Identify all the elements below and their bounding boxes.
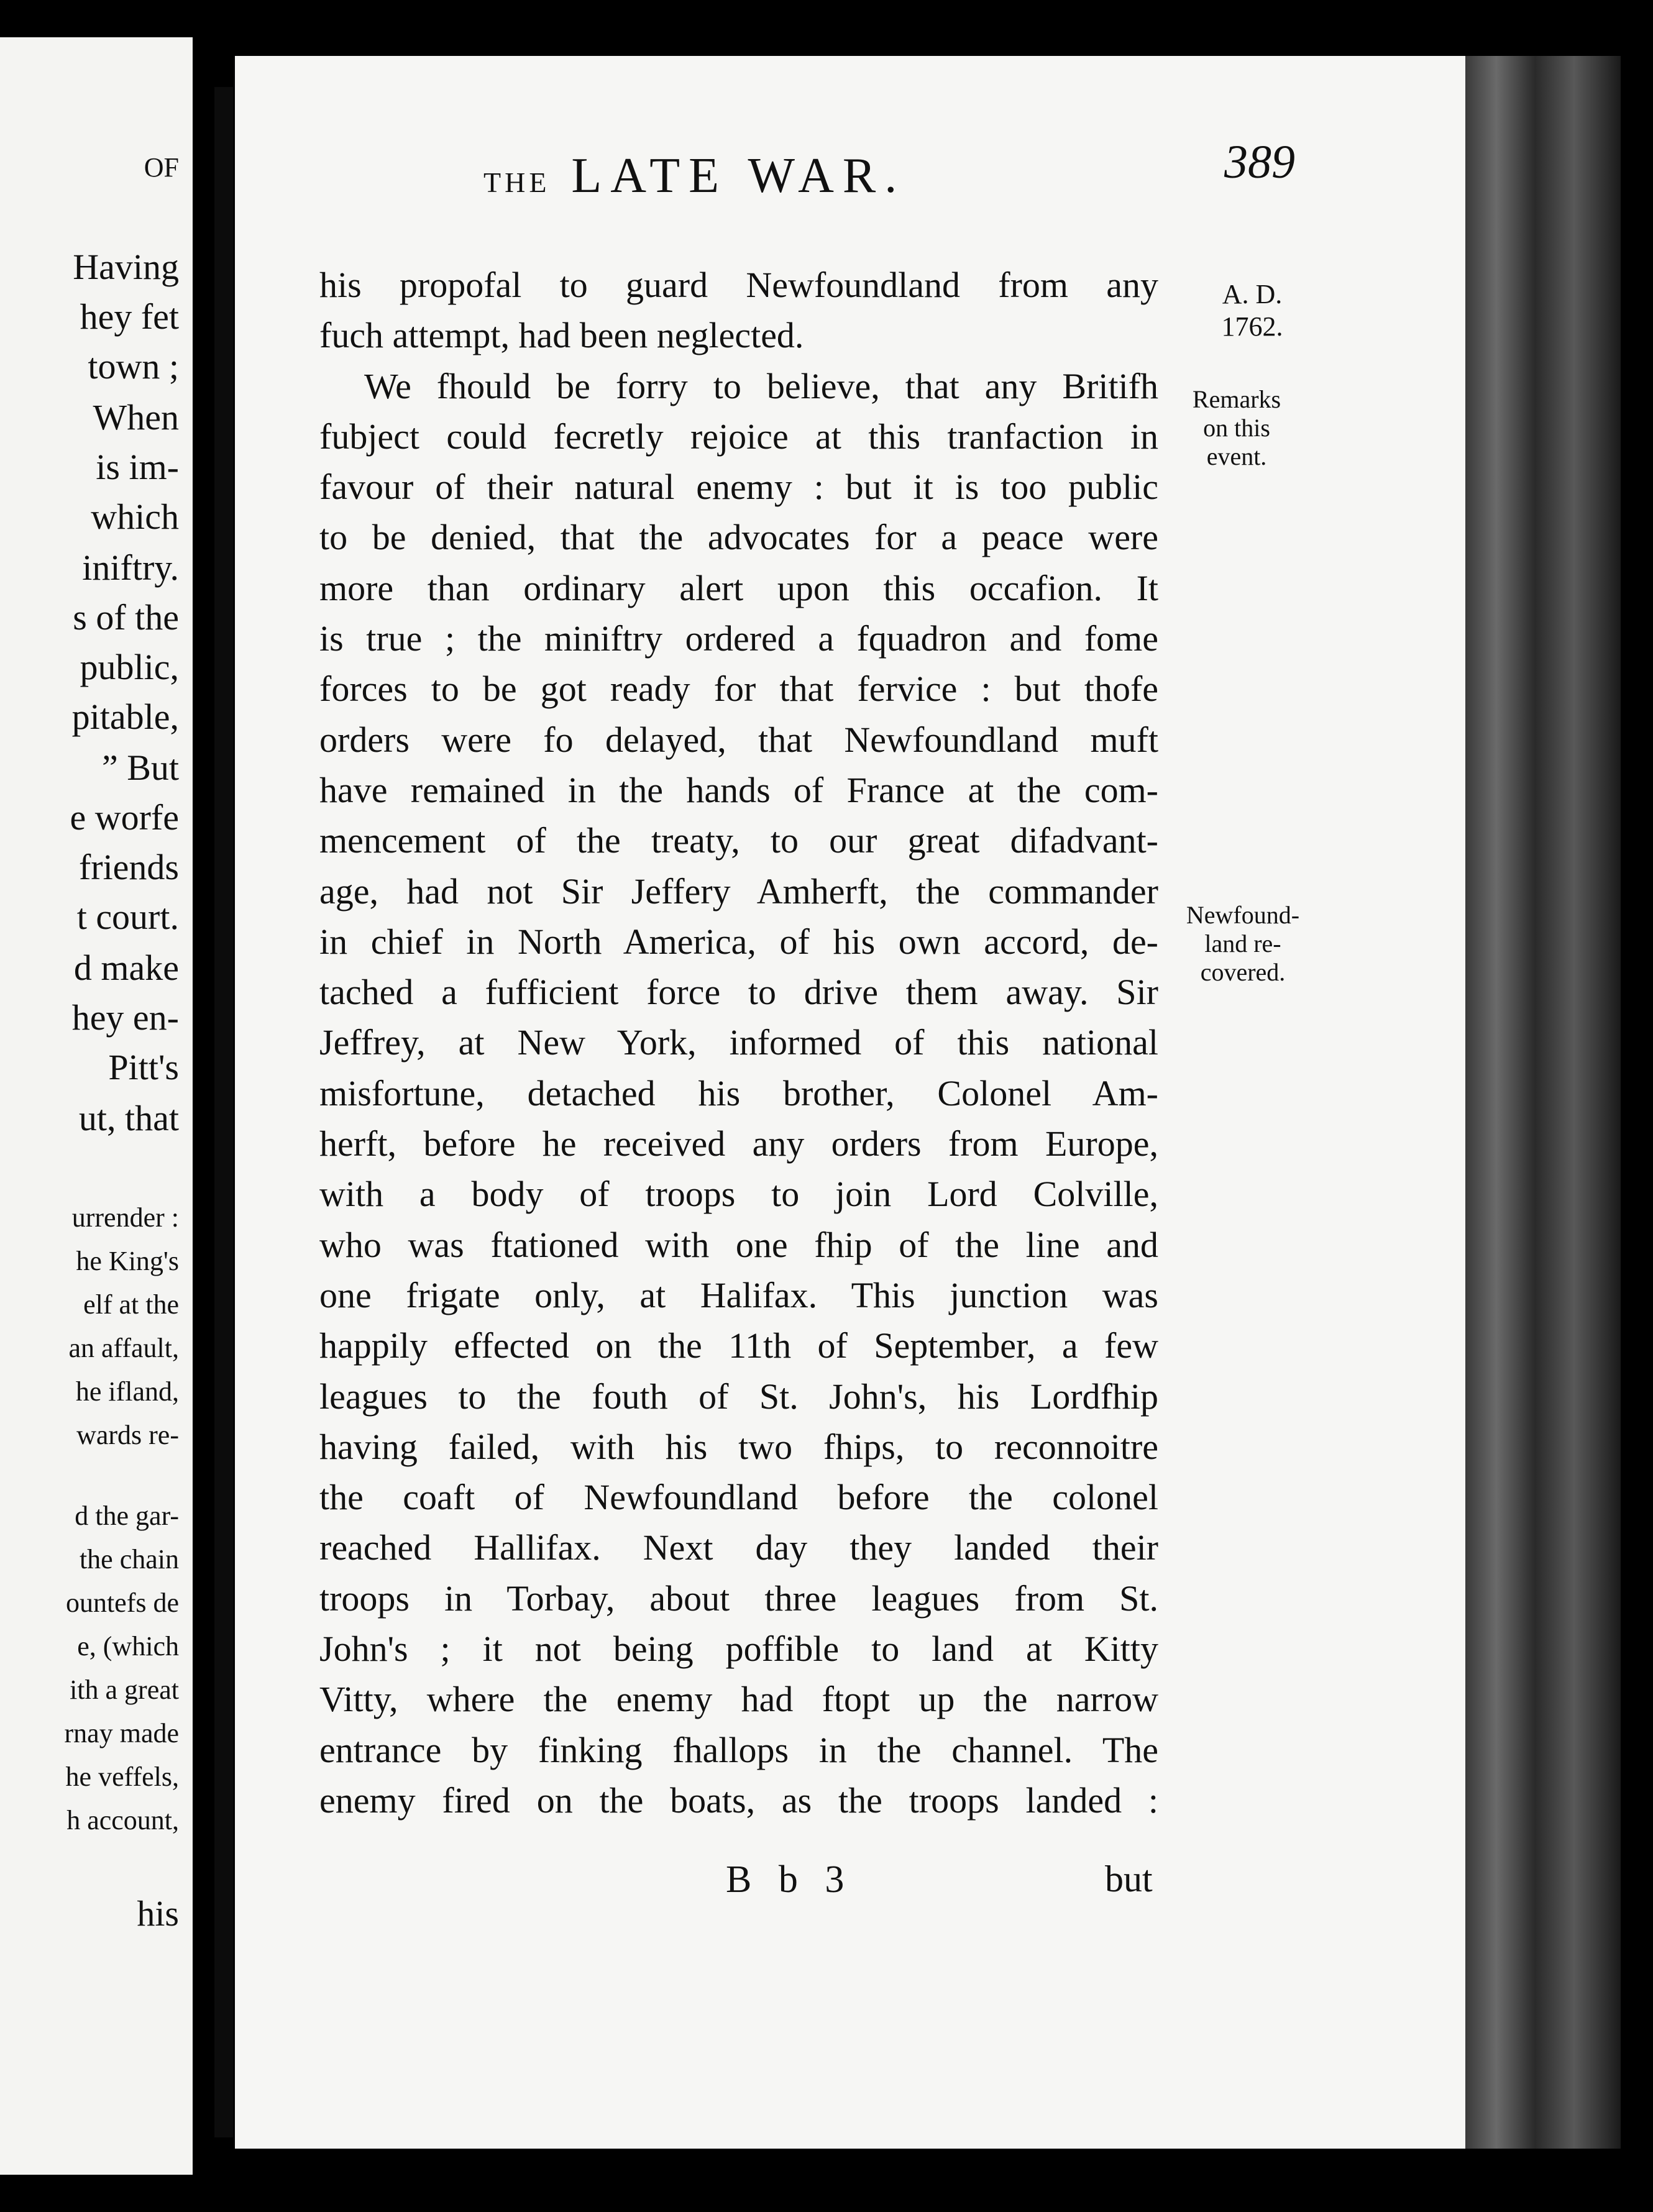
- text-line: his propofal to guard Newfoundland from any: [319, 265, 1158, 305]
- text-line: tached a fufficient force to drive them away. Sir: [319, 972, 1158, 1013]
- text-line: troops in Torbay, about three leagues from St.: [319, 1578, 1158, 1619]
- left-page-line: ountefs de: [65, 1588, 179, 1618]
- left-page-line: is im-: [96, 447, 179, 487]
- left-page-line: Having: [73, 247, 179, 287]
- left-page-line: rnay made: [64, 1718, 179, 1748]
- running-head: [483, 148, 1304, 204]
- text-line: mencement of the treaty, to our great difadvant-: [319, 820, 1158, 861]
- left-page-fragment: [0, 37, 193, 2175]
- page-edges: [1465, 56, 1621, 2149]
- left-page-line: OF: [144, 152, 179, 183]
- left-page-line: h account,: [66, 1805, 179, 1835]
- text-line: the coaft of Newfoundland before the colonel: [319, 1477, 1158, 1518]
- text-line: age, had not Sir Jeffery Amherft, the commander: [319, 871, 1158, 912]
- left-page-line: When: [93, 397, 179, 437]
- text-line: who was ftationed with one fhip of the line and: [319, 1224, 1158, 1265]
- left-page-line: elf at the: [83, 1289, 179, 1320]
- left-page-line: e worfe: [70, 797, 179, 838]
- text-line: We fhould be forry to believe, that any Britifh: [364, 365, 1158, 406]
- running-head-the: THE: [483, 167, 551, 198]
- left-page-line: his: [137, 1893, 179, 1934]
- text-line: one frigate only, at Halifax. This junction was: [319, 1274, 1158, 1315]
- left-page-line: the chain: [79, 1544, 179, 1574]
- text-line: reached Hallifax. Next day they landed their: [319, 1527, 1158, 1568]
- text-line: forces to be got ready for that fervice : but thofe: [319, 669, 1158, 710]
- left-page-line: pitable,: [71, 697, 179, 737]
- left-page-line: hey fet: [80, 296, 179, 337]
- text-line: Vitty, where the enemy had ftopt up the narrow: [319, 1679, 1158, 1720]
- left-page-line: he King's: [76, 1246, 179, 1276]
- text-line: John's ; it not being poffible to land at Kitty: [319, 1629, 1158, 1670]
- signature-mark: B b 3: [726, 1858, 853, 1901]
- left-page-line: ut, that: [78, 1098, 179, 1138]
- text-line: orders were fo delayed, that Newfoundland muft: [319, 719, 1158, 760]
- text-line: is true ; the miniftry ordered a fquadron and fome: [319, 618, 1158, 659]
- sidenote-remarks: Remarks on this event.: [1192, 385, 1281, 470]
- left-page-line: t court.: [76, 897, 179, 937]
- text-line: having failed, with his two fhips, to reconnoitre: [319, 1426, 1158, 1467]
- left-page-line: friends: [78, 847, 179, 887]
- sidenote-newfoundland: Newfound- land re- covered.: [1186, 901, 1300, 986]
- left-page-line: s of the: [73, 597, 179, 638]
- running-head-title: LATE WAR.: [571, 149, 906, 203]
- left-page-line: he veffels,: [65, 1762, 179, 1792]
- left-page-line: hey en-: [71, 997, 179, 1038]
- text-line: herft, before he received any orders from Europe,: [319, 1123, 1158, 1164]
- text-line: have remained in the hands of France at the com-: [319, 769, 1158, 810]
- text-line: favour of their natural enemy : but it is too public: [319, 467, 1158, 508]
- body-text: [319, 260, 1158, 1826]
- left-page-line: town ;: [88, 346, 179, 386]
- left-page-line: wards re-: [76, 1420, 179, 1450]
- left-page-line: e, (which: [77, 1631, 179, 1661]
- text-line: Jeffrey, at New York, informed of this national: [319, 1022, 1158, 1063]
- catchword: but: [1105, 1858, 1153, 1899]
- left-page-line: public,: [80, 647, 179, 687]
- left-page-line: ith a great: [70, 1675, 179, 1705]
- left-page-line: which: [91, 496, 179, 537]
- text-line: misfortune, detached his brother, Colonel Am-: [319, 1072, 1158, 1113]
- text-line: happily effected on the 11th of September, a few: [319, 1325, 1158, 1366]
- page-number: 389: [1224, 136, 1295, 188]
- left-page-line: ” But: [101, 747, 179, 788]
- left-page-line: iniftry.: [82, 547, 179, 588]
- text-line: enemy fired on the boats, as the troops landed :: [319, 1780, 1158, 1821]
- gutter-shadow: [214, 87, 233, 2137]
- text-line: more than ordinary alert upon this occafion. It: [319, 567, 1158, 608]
- sidenote-year: A. D. 1762.: [1221, 279, 1283, 342]
- text-line: to be denied, that the advocates for a peace were: [319, 517, 1158, 558]
- text-line: with a body of troops to join Lord Colville,: [319, 1174, 1158, 1215]
- text-line: fuch attempt, had been neglected.: [319, 315, 804, 356]
- left-page-line: d make: [73, 948, 179, 988]
- left-page-line: he ifland,: [75, 1376, 179, 1407]
- left-page-line: Pitt's: [108, 1047, 179, 1087]
- left-page-line: an affault,: [68, 1333, 179, 1363]
- text-line: fubject could fecretly rejoice at this tranfaction in: [319, 416, 1158, 457]
- text-line: entrance by finking fhallops in the channel. The: [319, 1729, 1158, 1770]
- left-page-line: d the gar-: [75, 1501, 179, 1531]
- left-page-line: urrender :: [71, 1202, 179, 1233]
- text-line: in chief in North America, of his own accord, de-: [319, 921, 1158, 962]
- text-line: leagues to the fouth of St. John's, his Lordfhip: [319, 1376, 1158, 1417]
